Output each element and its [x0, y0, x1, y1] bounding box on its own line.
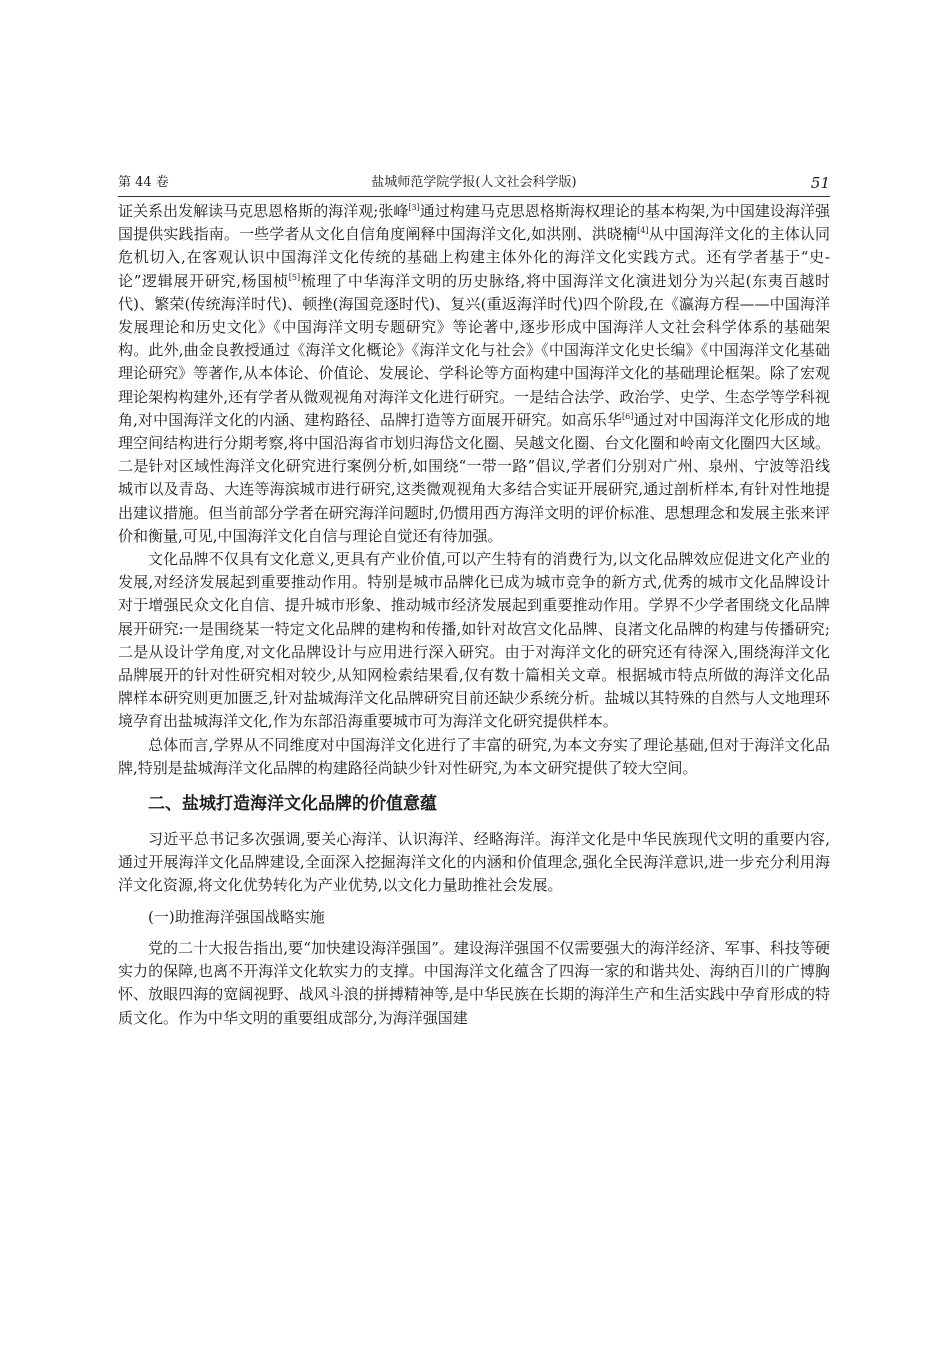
paragraph-1: [118, 200, 830, 548]
section-heading: 二、盐城打造海洋文化品牌的价值意蕴: [148, 794, 437, 815]
header-rule: [118, 196, 830, 197]
citation-ref: [4]: [637, 226, 649, 236]
subsection-heading: (一)助推海洋强国战略实施: [148, 907, 325, 926]
paragraph-2: 文化品牌不仅具有文化意义,更具有产业价值,可以产生特有的消费行为,以文化品牌效应促进文化产业的发展,对经济发展起到重要推动作用。特别是城市品牌化已成为城市竞争的新方式,优秀的城市文化品牌设计对于增强民众文化自信、提升城市形象、推动城市经济发展起到重要推动作用。学界不少学者围绕文化品牌展开研究:一是围绕某一特定文化品牌的建构和传播,如针对故宫文化品牌、良渚文化品牌的构建与传播研究;二是从设计学角度,对文化品牌设计与应用进行深入研究。由于对海洋文化的研究还有待深入,围绕海洋文化品牌展开的针对性研究相对较少,从知网检索结果看,仅有数十篇相关文章。根据城市特点所做的海洋文化品牌样本研究则更加匮乏,针对盐城海洋文化品牌研究目前还缺少系统分析。盐城以其特殊的自然与人文地理环境孕育出盐城海洋文化,作为东部沿海重要城市可为海洋文化研究提供样本。: [118, 550, 830, 731]
paragraph-text: 通过对中国海洋文化形成的地理空间结构进行分期考察,将中国沿海省市划归海岱文化圈、吴越文化圈、台文化圈和岭南文化圈四大区域。二是针对区域性海洋文化研究进行案例分析,如围绕“一带一路”倡议,学者们分别对广州、泉州、宁波等沿线城市以及青岛、大连等海滨城市进行研究,这类微观视角大多结合实证开展研究,通过剖析样本,有针对性地提出建议措施。但当前部分学者在研究海洋问题时,仍惯用西方海洋文明的评价标准、思想理念和发展主张来评价和衡量,可见,中国海洋文化自信与理论自觉还有待加强。: [118, 410, 830, 545]
paragraph-text: 通过构建马克思恩格斯海权理论的基本构架,为中国建设海洋强国提供实践指南。一些学者从文化自信角度阐释中国海洋文化,如洪刚、洪晓楠: [118, 202, 830, 244]
journal-title: 盐城师范学院学报(人文社会科学版): [371, 175, 577, 190]
paragraph-text: 梳理了中华海洋文明的历史脉络,将中国海洋文化演进划分为兴起(东夷百越时代)、繁荣(传统海洋时代)、顿挫(海国竞逐时代)、复兴(重返海洋时代)四个阶段,在《瀛海方程——中国海洋发展理论和历史文化》《中国海洋文明专题研究》等论著中,逐步形成中国海洋人文社会科学体系的基础架构。此外,曲金良教授通过《海洋文化概论》《海洋文化与社会》《中国海洋文化史长编》《中国海洋文化基础理论研究》等著作,从本体论、价值论、发展论、学科论等方面构建中国海洋文化的基础理论框架。除了宏观理论架构构建外,还有学者从微观视角对海洋文化进行研究。一是结合法学、政治学、史学、生态学等学科视角,对中国海洋文化的内涵、建构路径、品牌打造等方面展开研究。如高乐华: [118, 271, 830, 429]
paragraph-5: 党的二十大报告指出,要“加快建设海洋强国”。建设海洋强国不仅需要强大的海洋经济、军事、科技等硬实力的保障,也离不开海洋文化软实力的支撑。中国海洋文化蕴含了四海一家的和谐共处、海纳百川的广博胸怀、放眼四海的宽阔视野、战风斗浪的拼搏精神等,是中华民族在长期的海洋生产和生活实践中孕育形成的特质文化。作为中华文明的重要组成部分,为海洋强国建: [118, 938, 830, 1027]
citation-ref: [5]: [288, 272, 301, 282]
article-body: [118, 200, 830, 1030]
paragraph-4: 习近平总书记多次强调,要关心海洋、认识海洋、经略海洋。海洋文化是中华民族现代文明的重要内容,通过开展海洋文化品牌建设,全面深入挖掘海洋文化的内涵和价值理念,强化全民海洋意识,进一步充分利用海洋文化资源,将文化优势转化为产业优势,以文化力量助推社会发展。: [118, 830, 830, 895]
running-header: [118, 172, 830, 194]
paragraph-3: 总体而言,学界从不同维度对中国海洋文化进行了丰富的研究,为本文夯实了理论基础,但对于海洋文化品牌,特别是盐城海洋文化品牌的构建路径尚缺少针对性研究,为本文研究提供了较大空间。: [118, 735, 830, 777]
citation-ref: [3]: [408, 203, 420, 212]
paragraph-text: 从中国海洋文化的主体认同危机切入,在客观认识中国海洋文化传统的基础上构建主体外化的海洋文化实践方式。还有学者基于“史-论”逻辑展开研究,杨国桢: [118, 225, 830, 290]
volume-label: 第 44 卷: [118, 175, 169, 190]
page-number: 51: [810, 174, 830, 192]
citation-ref: [6]: [622, 411, 634, 421]
paragraph-text: 证关系出发解读马克思恩格斯的海洋观;张峰: [118, 202, 409, 220]
